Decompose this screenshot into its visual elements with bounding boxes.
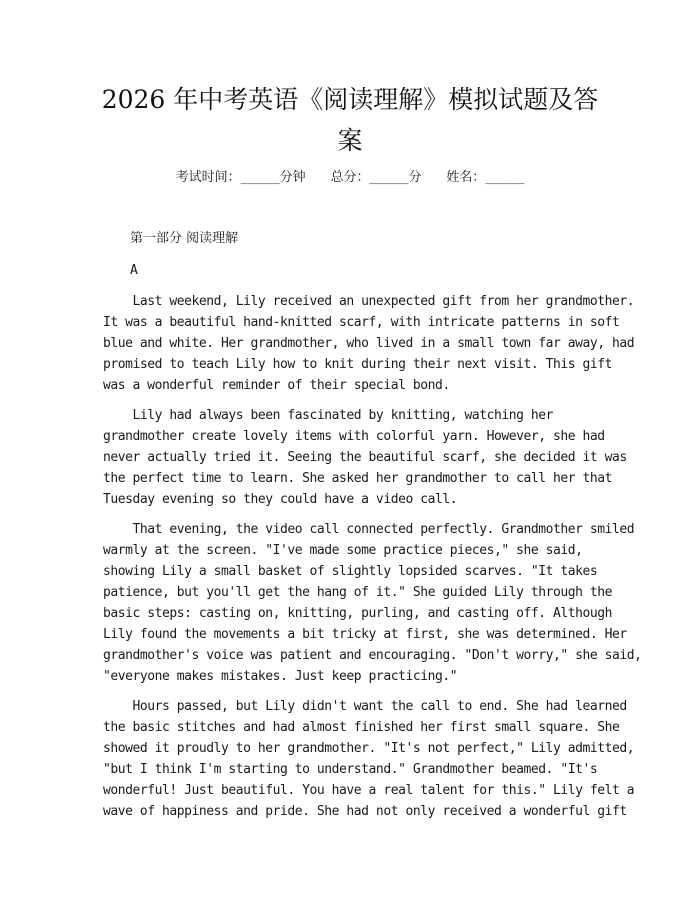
paragraph-line: wave of happiness and pride. She had not only received a wonderful gift bbox=[103, 804, 627, 819]
paragraph-line: showed it proudly to her grandmother. "It's not perfect," Lily admitted, bbox=[103, 741, 635, 756]
paragraph-4 bbox=[103, 696, 635, 822]
name-blank: ______ bbox=[485, 170, 525, 185]
paragraph-line: Lily found the movements a bit tricky at first, she was determined. Her bbox=[103, 627, 627, 642]
paragraph-1 bbox=[103, 291, 635, 396]
paragraph-line: Last weekend, Lily received an unexpected gift from her grandmother. bbox=[103, 294, 635, 309]
paragraph-line: wonderful! Just beautiful. You have a real talent for this." Lily felt a bbox=[103, 783, 635, 798]
paragraph-line: warmly at the screen. "I've made some practice pieces," she said, bbox=[103, 543, 583, 558]
paragraph-line: patience, but you'll get the hang of it." She guided Lily through the bbox=[103, 585, 612, 600]
time-label: 考试时间： bbox=[175, 170, 241, 185]
time-blank: ______ bbox=[240, 170, 280, 185]
paragraph-line: That evening, the video call connected perfectly. Grandmother smiled bbox=[103, 522, 635, 537]
paragraph-line: Tuesday evening so they could have a video call. bbox=[103, 492, 458, 507]
document-title-line-1: 2026 年中考英语《阅读理解》模拟试题及答 bbox=[101, 85, 599, 114]
paragraph-line: grandmother create lovely items with colorful yarn. However, she had bbox=[103, 429, 605, 444]
paragraph-2 bbox=[103, 405, 627, 510]
score-blank: ______ bbox=[369, 170, 409, 185]
name-label: 姓名： bbox=[446, 170, 486, 185]
score-unit: 分 bbox=[408, 170, 422, 185]
paragraph-line: never actually tried it. Seeing the beautiful scarf, she decided it was bbox=[103, 450, 627, 465]
paragraph-3 bbox=[103, 519, 642, 687]
exam-info-line bbox=[0, 169, 700, 187]
paragraph-line: blue and white. Her grandmother, who lived in a small town far away, had bbox=[103, 336, 635, 351]
paragraph-line: basic steps: casting on, knitting, purling, and casting off. Although bbox=[103, 606, 612, 621]
paragraph-line: "but I think I'm starting to understand." Grandmother beamed. "It's bbox=[103, 762, 598, 777]
score-label: 总分： bbox=[330, 170, 370, 185]
document-title-line-2: 案 bbox=[337, 126, 363, 155]
paragraph-line: was a wonderful reminder of their special bond. bbox=[103, 378, 450, 393]
paragraph-line: grandmother's voice was patient and encouraging. "Don't worry," she said, bbox=[103, 648, 642, 663]
paragraph-line: Hours passed, but Lily didn't want the call to end. She had learned bbox=[103, 699, 627, 714]
paragraph-line: promised to teach Lily how to knit during their next visit. This gift bbox=[103, 357, 612, 372]
section-heading: 第一部分 阅读理解 bbox=[130, 231, 239, 246]
paragraph-line: It was a beautiful hand-knitted scarf, with intricate patterns in soft bbox=[103, 315, 620, 330]
paragraph-line: "everyone makes mistakes. Just keep practicing." bbox=[103, 669, 458, 684]
paragraph-line: the perfect time to learn. She asked her grandmother to call her that bbox=[103, 471, 612, 486]
paragraph-line: the basic stitches and had almost finished her first small square. She bbox=[103, 720, 620, 735]
time-unit: 分钟 bbox=[279, 170, 306, 185]
paragraph-line: showing Lily a small basket of slightly lopsided scarves. "It takes bbox=[103, 564, 598, 579]
passage-label: A bbox=[130, 263, 138, 278]
paragraph-line: Lily had always been fascinated by knitting, watching her bbox=[103, 408, 553, 423]
